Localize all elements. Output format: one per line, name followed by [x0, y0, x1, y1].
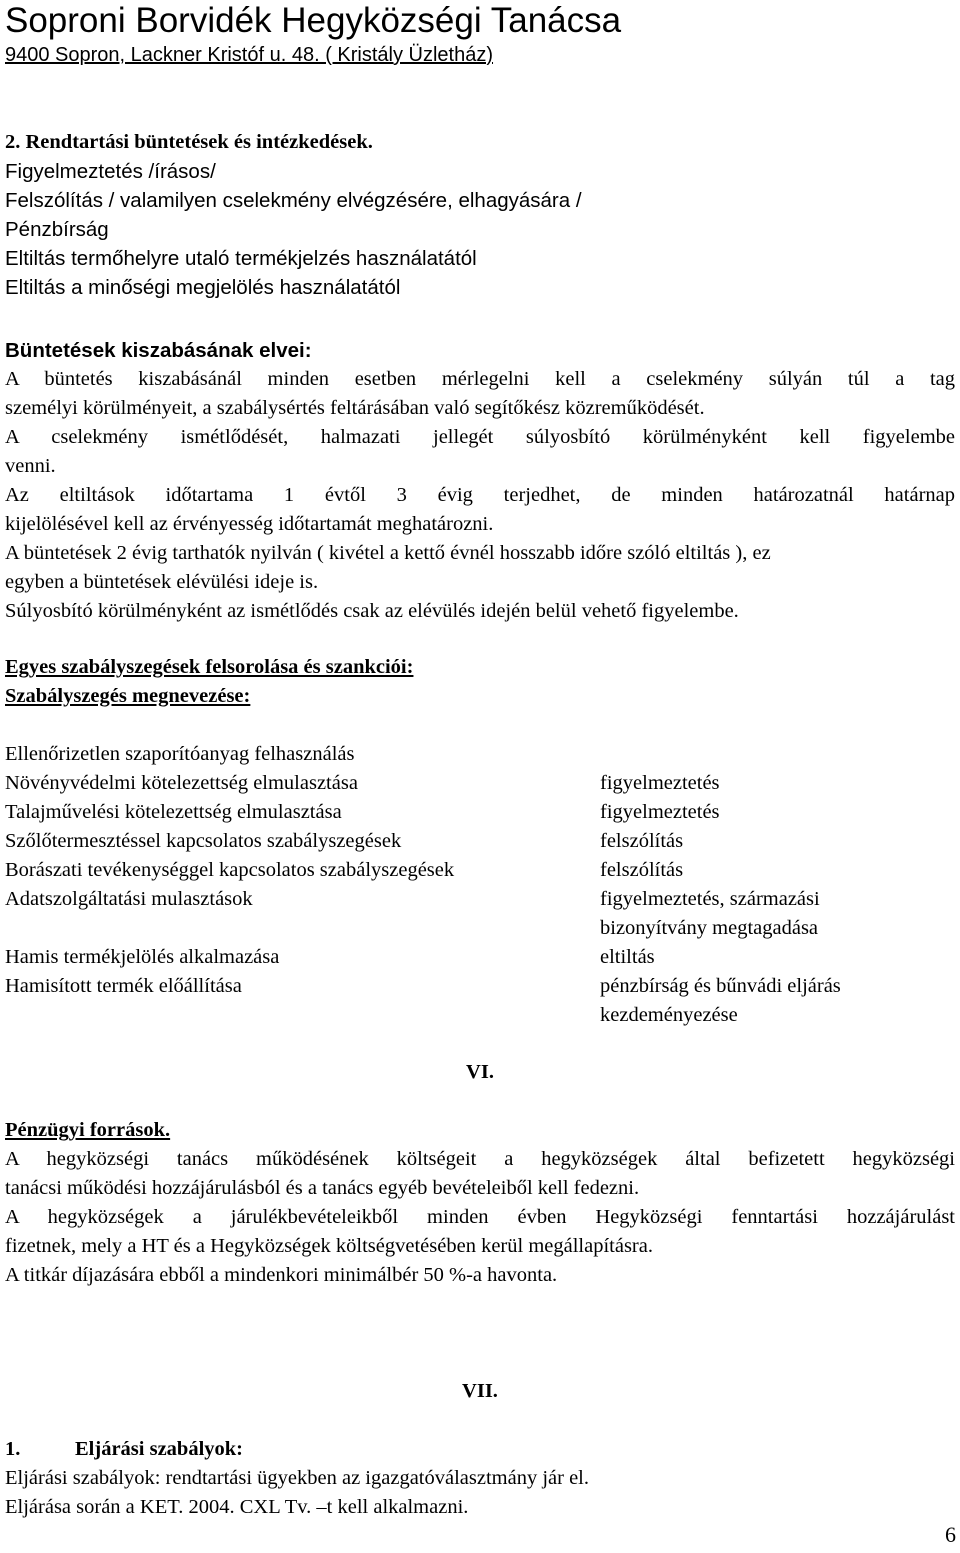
violation-name: Adatszolgáltatási mulasztások [5, 888, 253, 910]
paragraph-line: A titkár díjazására ebből a mindenkori minimálbér 50 %-a havonta. [5, 1264, 558, 1286]
sanction: figyelmeztetés [600, 801, 720, 823]
sanction: bizonyítvány megtagadása [600, 917, 819, 939]
chapter-6-heading: Pénzügyi források. [5, 1119, 171, 1141]
sanction: figyelmeztetés, származási [600, 888, 820, 910]
violations-headings [5, 653, 955, 711]
chapter-7-heading [5, 1435, 955, 1464]
paragraph-line: venni. [5, 455, 56, 477]
paragraph-line: Súlyosbító körülményként az ismétlődés csak az elévülés idején belül vehető figyelembe. [5, 600, 739, 622]
violation-name: Talajművelési kötelezettség elmulasztása [5, 801, 342, 823]
paragraph-line: A hegyközségi tanács működésének költségeit a hegyközségek által befizetett hegyközségi [5, 1148, 955, 1170]
paragraph-line: fizetnek, mely a HT és a Hegyközségek költségvetésében kerül megállapításra. [5, 1235, 653, 1257]
table-row [5, 827, 955, 856]
sanction: pénzbírság és bűnvádi eljárás [600, 975, 841, 997]
sanction: eltiltás [600, 946, 655, 968]
list-item: Eltiltás a minőségi megjelölés használatától [5, 276, 401, 299]
violation-name: Szőlőtermesztéssel kapcsolatos szabályszegések [5, 830, 402, 852]
violation-name: Borászati tevékenységgel kapcsolatos szabályszegések [5, 859, 455, 881]
principles-heading: Büntetések kiszabásának elvei: [5, 339, 312, 362]
table-row [5, 885, 955, 914]
paragraph-line: A büntetés kiszabásánál minden esetben mérlegelni kell a cselekmény súlyán túl a tag [5, 368, 955, 390]
table-row [5, 943, 955, 972]
violation-name: Ellenőrizetlen szaporítóanyag felhasználás [5, 743, 355, 765]
violations-subheading: Szabályszegés megnevezése: [5, 685, 251, 707]
paragraph-line: A büntetések 2 évig tarthatók nyilván ( kivétel a kettő évnél hosszabb időre szóló eltiltás ), ez [5, 542, 771, 564]
violation-name: Hamisított termék előállítása [5, 975, 242, 997]
paragraph-line: Eljárási szabályok: rendtartási ügyekben az igazgatóválasztmány jár el. [5, 1467, 589, 1489]
chapter-7-numeral: VII. [462, 1380, 498, 1402]
table-row [5, 798, 955, 827]
list-item: Pénzbírság [5, 218, 109, 241]
paragraph-line: Eljárása során a KET. 2004. CXL Tv. –t kell alkalmazni. [5, 1496, 469, 1518]
paragraph-line: A cselekmény ismétlődését, halmazati jellegét súlyosbító körülményként kell figyelembe [5, 426, 955, 448]
address-line: 9400 Sopron, Lackner Kristóf u. 48. ( Kristály Üzletház) [5, 44, 494, 66]
table-row [5, 856, 955, 885]
section-2-heading: 2. Rendtartási büntetések és intézkedések. [5, 131, 373, 153]
paragraph-line: személyi körülményeit, a szabálysértés feltárásában való segítőkész közreműködését. [5, 397, 705, 419]
paragraph-line: A hegyközségek a járulékbevételeikből minden évben Hegyközségi fenntartási hozzájárulást [5, 1206, 955, 1228]
table-row [5, 972, 955, 1001]
table-row [5, 914, 955, 943]
sanction: kezdeményezése [600, 1004, 738, 1026]
list-item: Eltiltás termőhelyre utaló termékjelzés használatától [5, 247, 477, 270]
violations-table [5, 740, 955, 1030]
table-row [5, 740, 955, 769]
chapter-6 [5, 1116, 955, 1290]
violations-heading: Egyes szabályszegések felsorolása és szankciói: [5, 656, 414, 678]
paragraph-line: tanácsi működési hozzájárulásból és a tanács egyéb bevételeiből kell fedezni. [5, 1177, 640, 1199]
table-row [5, 769, 955, 798]
chapter-7-heading-number: 1. [5, 1438, 21, 1460]
sanction: figyelmeztetés [600, 772, 720, 794]
paragraph-line: kijelölésével kell az érvényesség időtartamát meghatározni. [5, 513, 494, 535]
chapter-6-numeral: VI. [466, 1061, 494, 1083]
page-number: 6 [945, 1522, 956, 1547]
page-title: Soproni Borvidék Hegyközségi Tanácsa [5, 1, 622, 40]
violation-name: Hamis termékjelölés alkalmazása [5, 946, 280, 968]
sanction: felszólítás [600, 830, 684, 852]
chapter-7-heading-text: Eljárási szabályok: [75, 1438, 243, 1460]
table-row [5, 1001, 955, 1030]
violation-name: Növényvédelmi kötelezettség elmulasztása [5, 772, 358, 794]
list-item: Felszólítás / valamilyen cselekmény elvégzésére, elhagyására / [5, 189, 582, 212]
sanction: felszólítás [600, 859, 684, 881]
paragraph-line: egyben a büntetések elévülési ideje is. [5, 571, 319, 593]
paragraph-line: Az eltiltások időtartama 1 évtől 3 évig terjedhet, de minden határozatnál határnap [5, 484, 955, 506]
principles [5, 336, 955, 626]
list-item: Figyelmeztetés /írásos/ [5, 160, 216, 183]
chapter-7 [5, 1435, 955, 1522]
section-2 [5, 128, 955, 302]
